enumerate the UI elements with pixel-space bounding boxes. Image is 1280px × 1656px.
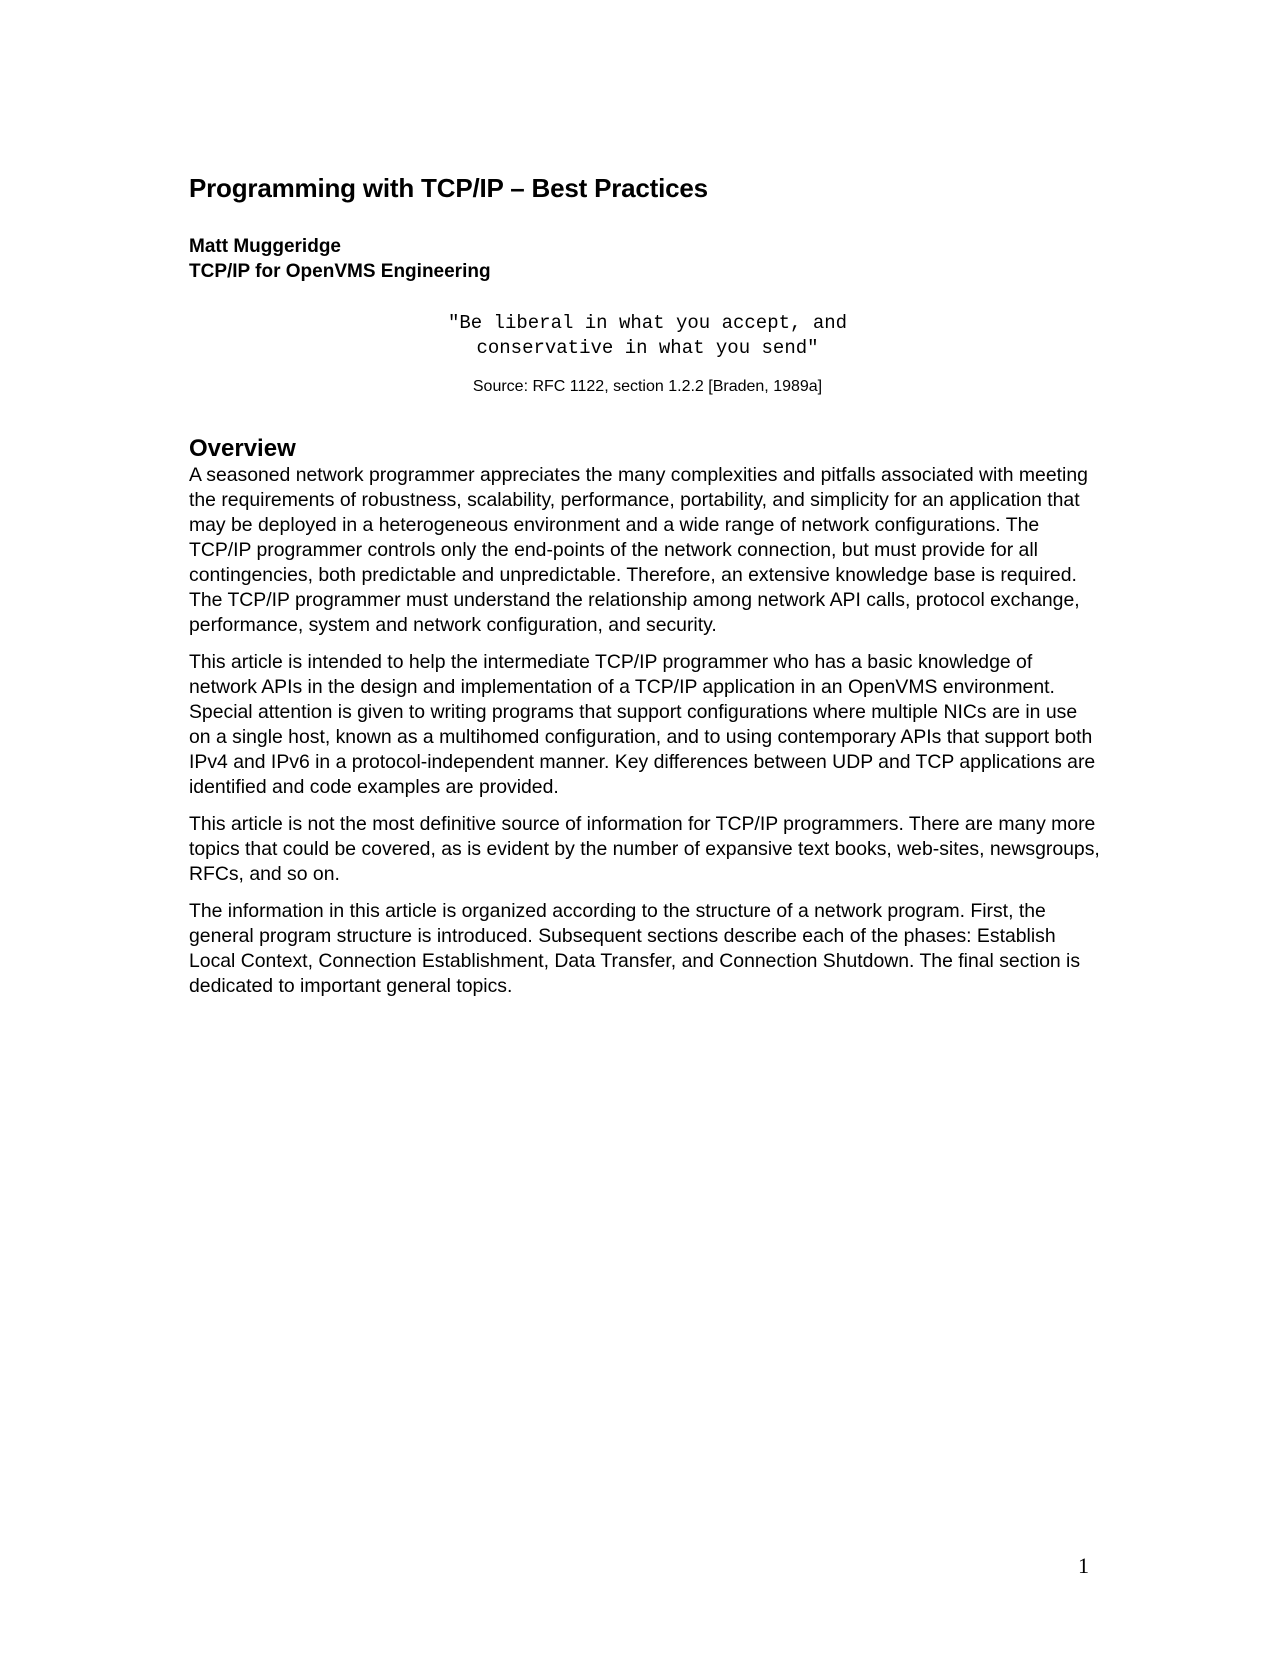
- quote-source: Source: RFC 1122, section 1.2.2 [Braden, 1989a]: [472, 378, 823, 395]
- paragraph: This article is intended to help the intermediate TCP/IP programmer who has a basic knowledge of network APIs in the design and implementation of a TCP/IP application in an OpenVMS environment. Special attention is given to writing programs that support configurations where multiple NICs are in use on a single host, known as a multihomed configuration, and to using contemporary APIs that support both IPv4 and IPv6 in a protocol-independent manner. Key differences between UDP and TCP applications are identified and code examples are provided.: [189, 651, 1096, 798]
- author-block: [189, 234, 1104, 284]
- author-name: Matt Muggeridge: [189, 236, 341, 257]
- paragraph: A seasoned network programmer appreciates the many complexities and pitfalls associated with meeting the requirements of robustness, scalability, performance, portability, and simplicity for an application that may be deployed in a heterogeneous environment and a wide range of network configurations. The TCP/IP programmer controls only the end-points of the network connection, but must provide for all contingencies, both predictable and unpredictable. Therefore, an extensive knowledge base is required. The TCP/IP programmer must understand the relationship among network API calls, protocol exchange, performance, system and network configuration, and security.: [189, 464, 1088, 636]
- epigraph-quote: [189, 311, 1104, 361]
- quote-line-1: "Be liberal in what you accept, and: [447, 312, 848, 334]
- section-heading-overview: Overview: [189, 435, 296, 462]
- paragraph: This article is not the most definitive source of information for TCP/IP programmers. There are many more topics that could be covered, as is evident by the number of expansive text books, web-sites, newsgroups, RFCs, and so on.: [189, 813, 1100, 885]
- document-content: [189, 172, 1104, 999]
- paragraph: The information in this article is organized according to the structure of a network program. First, the general program structure is introduced. Subsequent sections describe each of the phases: Establish Local Context, Connection Establishment, Data Transfer, and Connection Shutdown. The final section is dedicated to important general topics.: [189, 900, 1081, 997]
- page-number: 1: [1078, 1553, 1089, 1578]
- document-title: Programming with TCP/IP – Best Practices: [189, 173, 708, 203]
- author-affiliation: TCP/IP for OpenVMS Engineering: [189, 261, 491, 282]
- quote-line-2: conservative in what you send": [476, 337, 819, 359]
